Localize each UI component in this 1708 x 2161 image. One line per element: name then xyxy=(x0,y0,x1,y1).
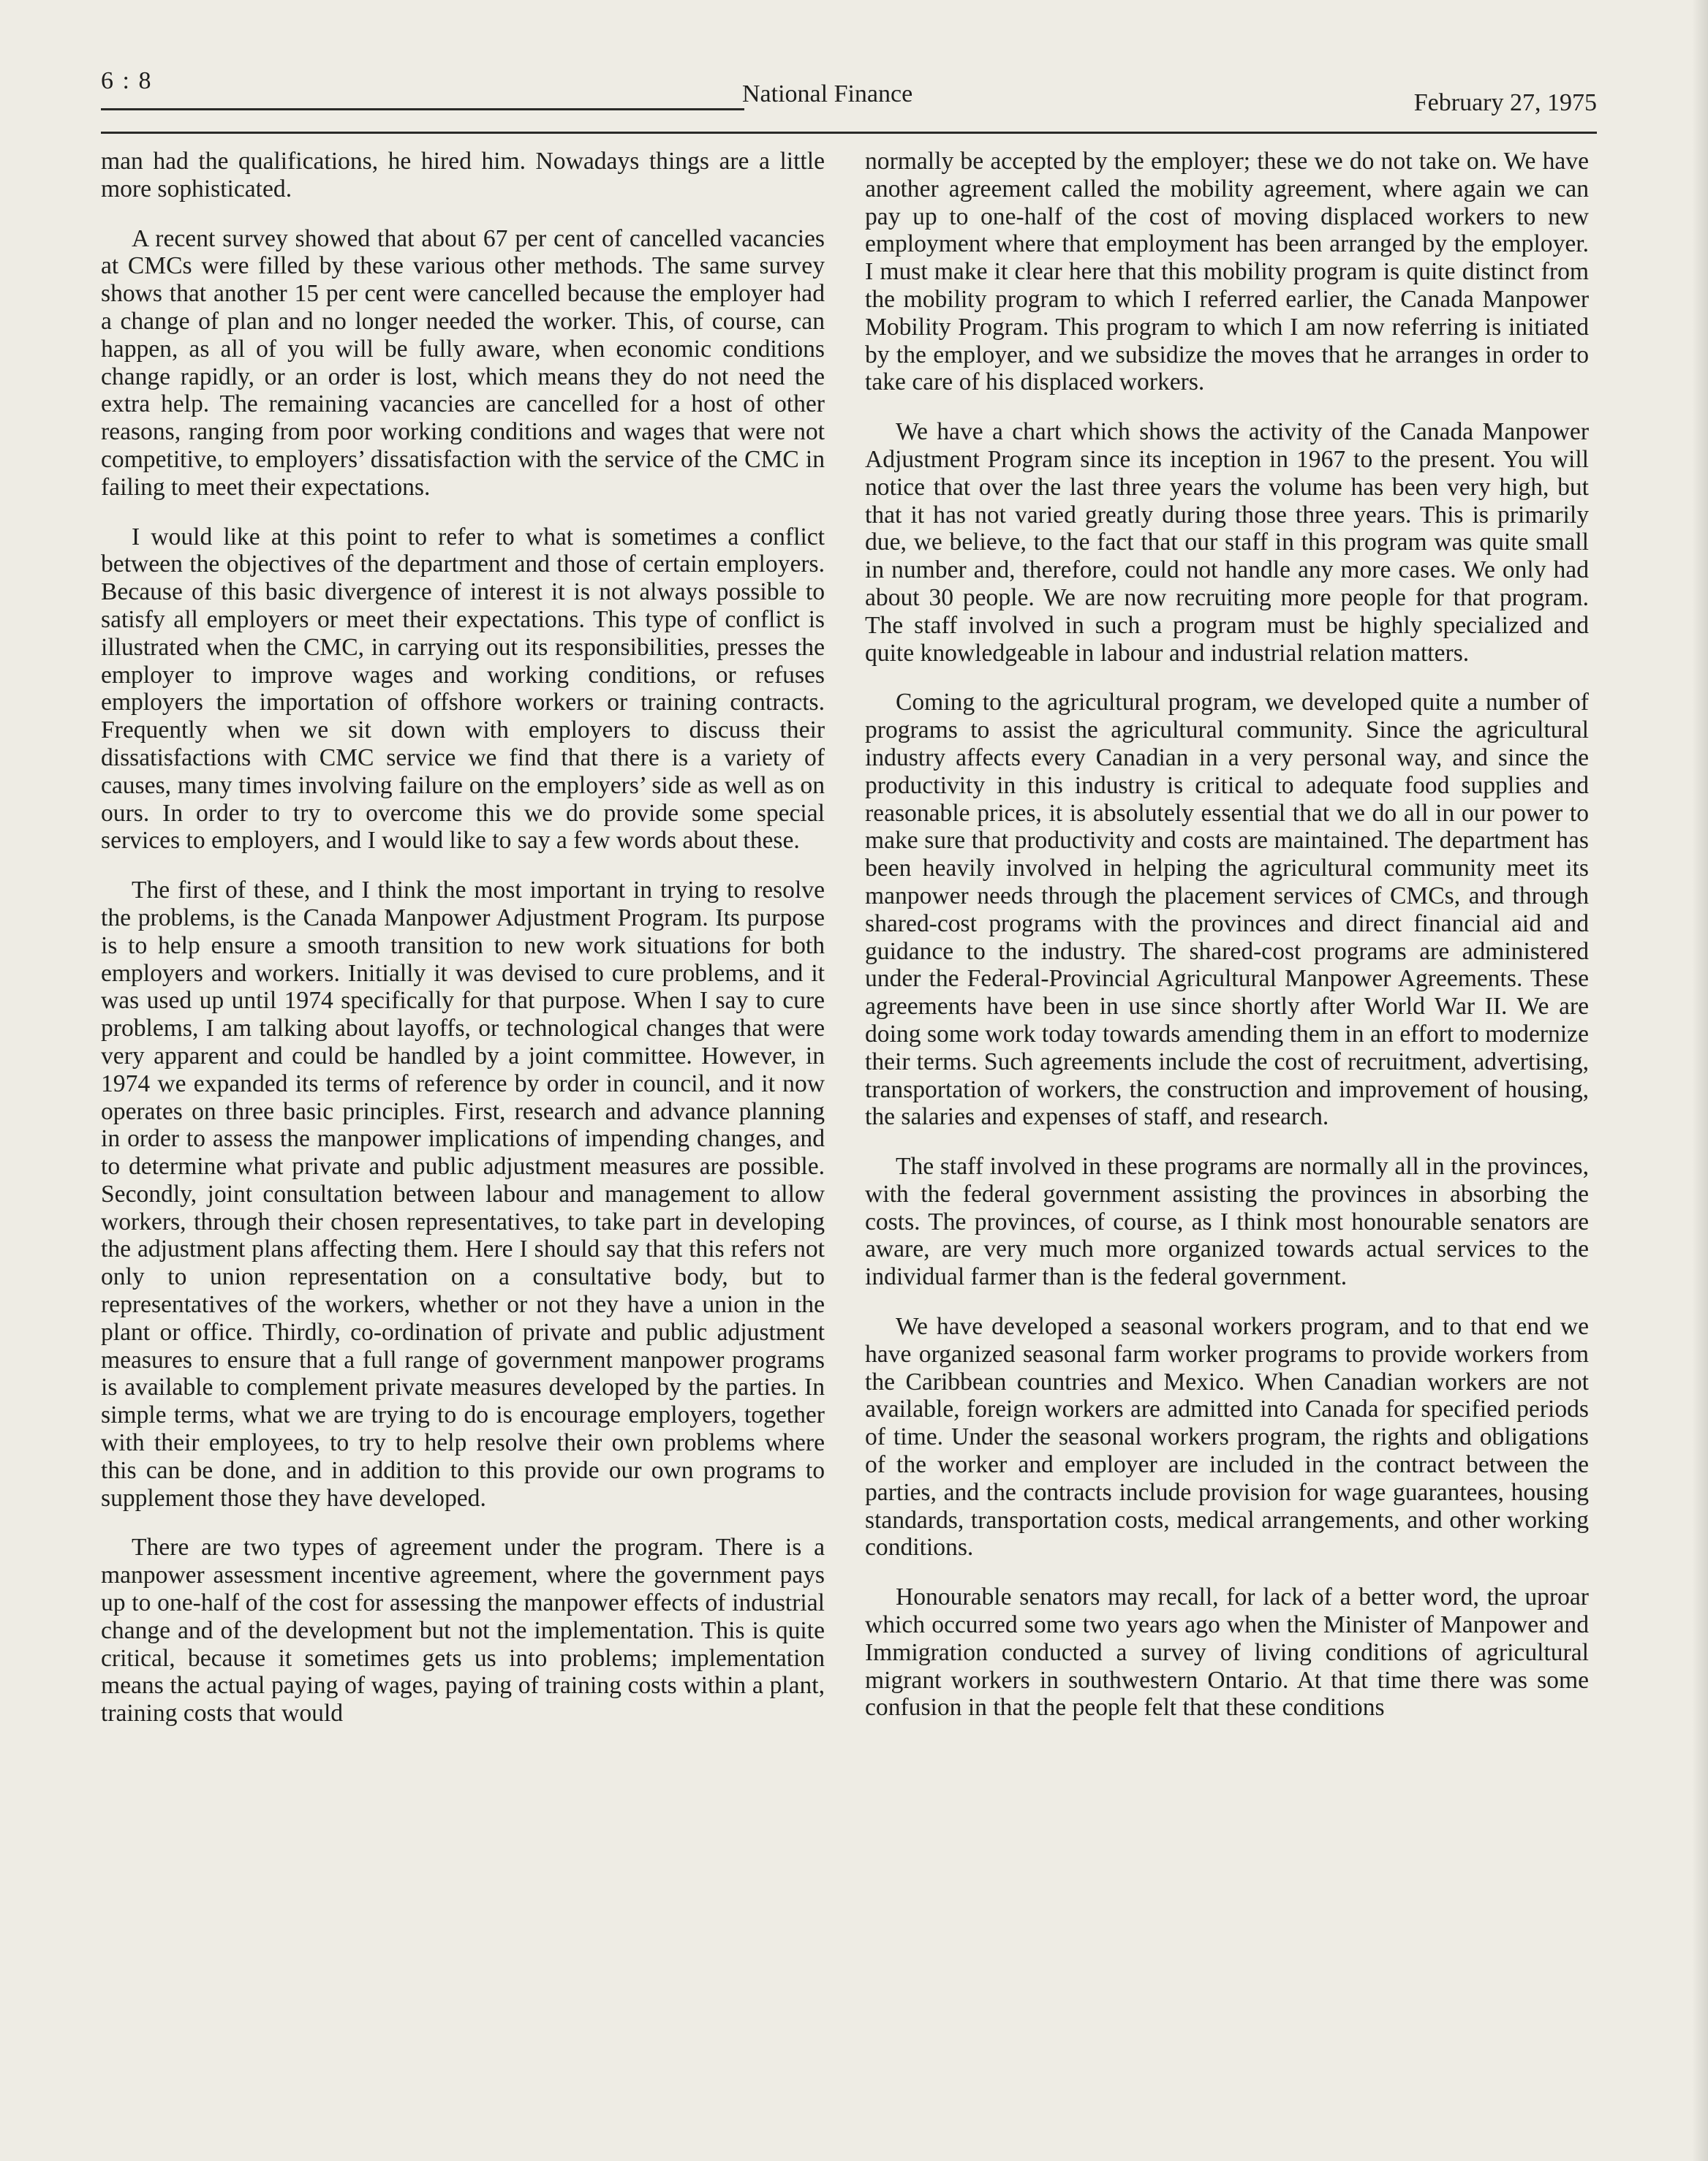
paragraph: man had the qualifications, he hired him. Nowadays things are a little more sophisticated. xyxy=(101,148,825,203)
paragraph: We have developed a seasonal workers program, and to that end we have organized seasonal farm worker programs to provide workers from the Caribbean countries and Mexico. When Canadian workers are not available, foreign workers are admitted into Canada for specified periods of time. Under the seasonal workers program, the rights and obligations of the worker and employer are included in the contract between the parties, and the contracts include provision for wage guarantees, housing standards, transportation costs, medical arrangements, and other working conditions. xyxy=(865,1313,1589,1562)
header-rule-long xyxy=(101,132,1597,134)
paragraph: A recent survey showed that about 67 per cent of cancelled vacancies at CMCs were filled by these various other methods. The same survey shows that another 15 per cent were cancelled because the employer had a change of plan and no longer needed the worker. This, of course, can happen, as all of you will be fully aware, when economic conditions change rapidly, or an order is lost, which means they do not need the extra help. The remaining vacancies are cancelled for a host of other reasons, ranging from poor working conditions and wages that were not competitive, to employers’ dissatisfaction with the service of the CMC in failing to meet their expectations. xyxy=(101,224,825,501)
page-edge-shadow xyxy=(1692,0,1708,2161)
paragraph: I would like at this point to refer to what is sometimes a conflict between the objectives of the department and those of certain employers. Because of this basic divergence of interest it is not always possible to satisfy all employers or meet their expectations. This type of conflict is illustrated when the CMC, in carrying out its responsibilities, presses the employer to improve wages and working conditions, or refuses employers the importation of offshore workers or training contracts. Frequently when we sit down with employers to discuss their dissatisfactions with CMC service we find that there is a variety of causes, many times involving failure on the employers’ side as well as on ours. In order to try to overcome this we do provide some special services to employers, and I would like to say a few words about these. xyxy=(101,523,825,855)
header-date: February 27, 1975 xyxy=(1413,89,1597,116)
left-column xyxy=(101,148,825,1749)
paragraph: Honourable senators may recall, for lack of a better word, the uproar which occurred some two years ago when the Minister of Manpower and Immigration conducted a survey of living conditions of agricultural migrant workers in southwestern Ontario. At that time there was some confusion in that the people felt that these conditions xyxy=(865,1583,1589,1722)
page-number: 6 : 8 xyxy=(101,67,153,94)
paragraph: normally be accepted by the employer; these we do not take on. We have another agreement called the mobility agreement, where again we can pay up to one-half of the cost of moving displaced workers to new employment where that employment has been arranged by the employer. I must make it clear here that this mobility program is quite distinct from the mobility program to which I referred earlier, the Canada Manpower Mobility Program. This program to which I am now referring is initiated by the employer, and we subsidize the moves that he arranges in order to take care of his displaced workers. xyxy=(865,148,1589,396)
header-rule-short xyxy=(101,108,744,110)
page-header xyxy=(101,63,1597,136)
paragraph: There are two types of agreement under the program. There is a manpower assessment incentive agreement, where the government pays up to one-half of the cost for assessing the manpower effects of industrial change and of the development but not the implementation. This is quite critical, because it sometimes gets us into problems; implementation means the actual paying of wages, paying of training costs within a plant, training costs that would xyxy=(101,1534,825,1727)
publication-title: National Finance xyxy=(742,80,913,107)
paragraph: The first of these, and I think the most important in trying to resolve the problems, is the Canada Manpower Adjustment Program. Its purpose is to help ensure a smooth transition to new work situations for both employers and workers. Initially it was devised to cure problems, and it was used up until 1974 specifically for that purpose. When I say to cure problems, I am talking about layoffs, or technological changes that were very apparent and could be handled by a joint committee. However, in 1974 we expanded its terms of reference by order in council, and it now operates on three basic principles. First, research and advance planning in order to assess the manpower implications of impending changes, and to determine what private and public adjustment measures are possible. Secondly, joint consultation between labour and management to allow workers, through their chosen representatives, to take part in developing the adjustment plans affecting them. Here I should say that this refers not only to union representation on a consultative body, but to representatives of the workers, whether or not they have a union in the plant or office. Thirdly, co-ordination of private and public adjustment measures to ensure that a full range of government manpower programs is available to complement private measures developed by the parties. In simple terms, what we are trying to do is encourage employers, together with their employees, to try to help resolve their own problems where this can be done, and in addition to this provide our own programs to supplement those they have developed. xyxy=(101,877,825,1512)
paragraph: We have a chart which shows the activity of the Canada Manpower Adjustment Program since its inception in 1967 to the present. You will notice that over the last three years the volume has been very high, but that it has not varied greatly during those three years. This is primarily due, we believe, to the fact that our staff in this program was quite small in number and, therefore, could not handle any more cases. We only had about 30 people. We are now recruiting more people for that program. The staff involved in such a program must be highly specialized and quite knowledgeable in labour and industrial relation matters. xyxy=(865,418,1589,667)
right-column xyxy=(865,148,1589,1744)
paragraph: Coming to the agricultural program, we developed quite a number of programs to assist the agricultural community. Since the agricultural industry affects every Canadian in a very personal way, and since the productivity in this industry is critical to adequate food supplies and reasonable prices, it is absolutely essential that we do all in our power to make sure that productivity and costs are maintained. The department has been heavily involved in helping the agricultural community meet its manpower needs through the placement services of CMCs, and through shared-cost programs with the provinces and direct financial aid and guidance to the industry. The shared-cost programs are administered under the Federal-Provincial Agricultural Manpower Agreements. These agreements have been in use since shortly after World War II. We are doing some work today towards amending them in an effort to modernize their terms. Such agreements include the cost of recruitment, advertising, transportation of workers, the construction and improvement of housing, the salaries and expenses of staff, and research. xyxy=(865,689,1589,1131)
paragraph: The staff involved in these programs are normally all in the provinces, with the federal government assisting the provinces in absorbing the costs. The provinces, of course, as I think most honourable senators are aware, are very much more organized towards actual services to the individual farmer than is the federal government. xyxy=(865,1153,1589,1291)
